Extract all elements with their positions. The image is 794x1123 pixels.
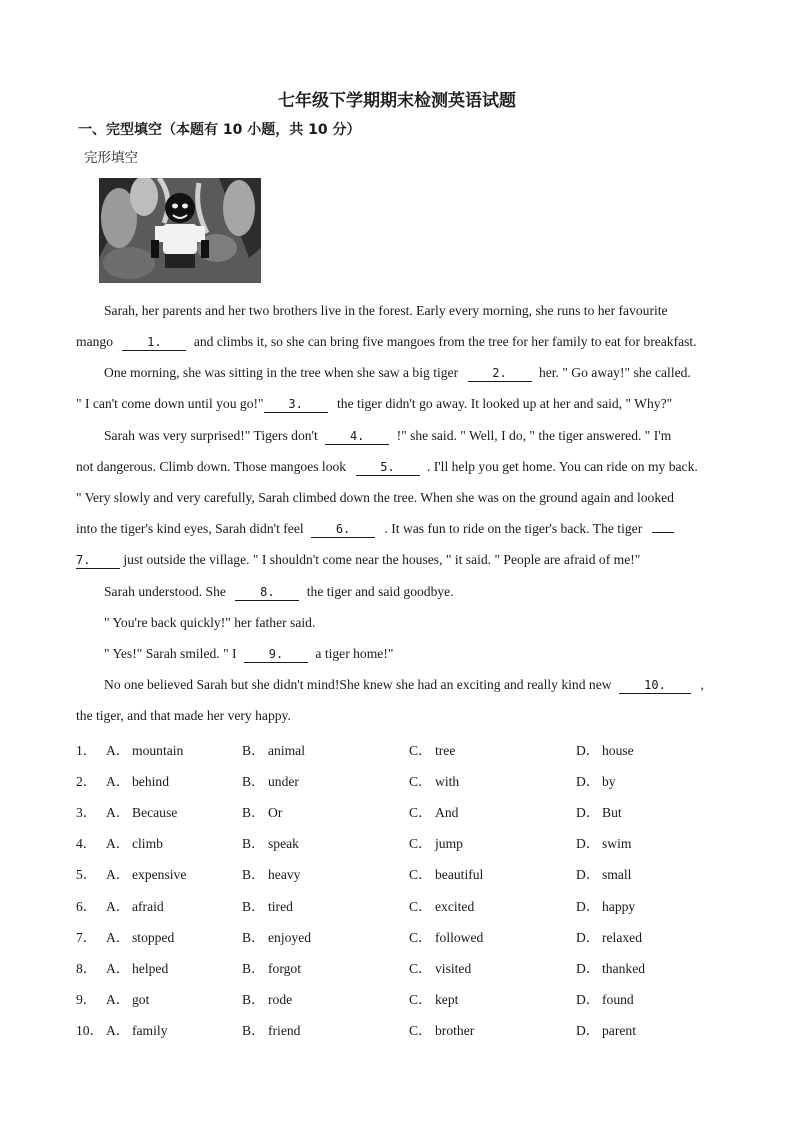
option-letter: C． bbox=[409, 899, 432, 914]
option-b bbox=[242, 770, 299, 790]
option-letter: A． bbox=[106, 992, 130, 1007]
option-text: climb bbox=[132, 836, 163, 851]
option-text: by bbox=[602, 774, 616, 789]
answer-blank: 2. bbox=[468, 366, 532, 382]
option-text: family bbox=[132, 1023, 168, 1038]
answer-blank: 9. bbox=[244, 647, 308, 663]
option-text: expensive bbox=[132, 867, 187, 882]
option-text: Or bbox=[268, 805, 283, 820]
option-letter: B． bbox=[242, 930, 265, 945]
answer-blank: 8. bbox=[235, 585, 299, 601]
option-text: parent bbox=[602, 1023, 636, 1038]
option-d bbox=[576, 801, 622, 821]
option-text: followed bbox=[435, 930, 484, 945]
option-letter: A． bbox=[106, 1023, 130, 1038]
option-d bbox=[576, 957, 645, 977]
question-number: 6． bbox=[76, 899, 97, 914]
option-text: animal bbox=[268, 743, 305, 758]
passage-line: the tiger, and that made her very happy. bbox=[76, 708, 291, 723]
option-a bbox=[76, 895, 164, 915]
option-text: Because bbox=[132, 805, 178, 820]
option-a bbox=[76, 863, 186, 883]
option-letter: A． bbox=[106, 836, 130, 851]
passage-line: One morning, she was sitting in the tree when she saw a big tiger 2. her. " Go away!" she called. bbox=[104, 365, 691, 380]
option-letter: C． bbox=[409, 867, 432, 882]
option-letter: B． bbox=[242, 899, 265, 914]
option-text: happy bbox=[602, 899, 636, 914]
option-text: behind bbox=[132, 774, 169, 789]
passage-line: Sarah was very surprised!" Tigers don't 4. !" she said. " Well, I do, " the tiger answered. " I'm bbox=[104, 428, 672, 443]
option-text: speak bbox=[268, 836, 299, 851]
option-letter: B． bbox=[242, 867, 265, 882]
question-number: 1． bbox=[76, 743, 97, 758]
option-a bbox=[76, 832, 163, 852]
option-c bbox=[409, 926, 483, 946]
option-letter: A． bbox=[106, 961, 130, 976]
option-text: forgot bbox=[268, 961, 301, 976]
question-number: 8． bbox=[76, 961, 97, 976]
option-text: thanked bbox=[602, 961, 646, 976]
passage-line: No one believed Sarah but she didn't mind!She knew she had an exciting and really kind new 10. , bbox=[104, 677, 704, 692]
option-letter: B． bbox=[242, 774, 265, 789]
option-letter: D． bbox=[576, 1023, 600, 1038]
question-number: 10． bbox=[76, 1023, 104, 1038]
option-letter: C． bbox=[409, 961, 432, 976]
answer-blank: 10. bbox=[619, 678, 691, 694]
option-b bbox=[242, 863, 300, 883]
option-text: stopped bbox=[132, 930, 175, 945]
option-letter: A． bbox=[106, 867, 130, 882]
option-text: afraid bbox=[132, 899, 164, 914]
question-number: 5． bbox=[76, 867, 97, 882]
passage-line: into the tiger's kind eyes, Sarah didn't feel 6. . It was fun to ride on the tiger's back. The tiger bbox=[76, 520, 674, 538]
option-text: enjoyed bbox=[268, 930, 312, 945]
option-letter: A． bbox=[106, 899, 130, 914]
option-letter: D． bbox=[576, 805, 600, 820]
passage-line: 7. just outside the village. " I shouldn't come near the houses, " it said. " People are afraid of me!" bbox=[76, 552, 641, 567]
option-d bbox=[576, 1019, 636, 1039]
option-d bbox=[576, 988, 634, 1008]
option-c bbox=[409, 895, 474, 915]
option-text: rode bbox=[268, 992, 293, 1007]
option-text: jump bbox=[435, 836, 463, 851]
option-letter: C． bbox=[409, 743, 432, 758]
option-a bbox=[76, 988, 149, 1008]
option-text: with bbox=[435, 774, 460, 789]
option-c bbox=[409, 739, 455, 759]
option-a bbox=[76, 801, 177, 821]
passage-line: Sarah understood. She 8. the tiger and said goodbye. bbox=[104, 584, 454, 599]
passage-line: " Very slowly and very carefully, Sarah climbed down the tree. When she was on the ground again and looked bbox=[76, 490, 674, 505]
option-text: small bbox=[602, 867, 632, 882]
option-a bbox=[76, 739, 183, 759]
option-b bbox=[242, 832, 299, 852]
option-letter: D． bbox=[576, 961, 600, 976]
option-letter: A． bbox=[106, 774, 130, 789]
option-letter: B． bbox=[242, 743, 265, 758]
question-number: 2． bbox=[76, 774, 97, 789]
subsection-heading: 完形填空 bbox=[84, 150, 138, 166]
option-text: house bbox=[602, 743, 634, 758]
option-d bbox=[576, 863, 631, 883]
option-text: swim bbox=[602, 836, 632, 851]
option-letter: D． bbox=[576, 992, 600, 1007]
option-text: helped bbox=[132, 961, 169, 976]
passage-line: not dangerous. Climb down. Those mangoes look 5. . I'll help you get home. You can ride on my back. bbox=[76, 459, 698, 474]
section-heading: 一、完型填空（本题有 10 小题，共 10 分） bbox=[78, 122, 361, 138]
option-letter: C． bbox=[409, 836, 432, 851]
option-letter: D． bbox=[576, 743, 600, 758]
option-c bbox=[409, 770, 459, 790]
option-c bbox=[409, 988, 458, 1008]
passage-line: Sarah, her parents and her two brothers live in the forest. Early every morning, she runs to her favourite bbox=[104, 303, 668, 318]
option-d bbox=[576, 895, 635, 915]
option-text: heavy bbox=[268, 867, 301, 882]
option-d bbox=[576, 739, 634, 759]
option-letter: A． bbox=[106, 930, 130, 945]
option-text: beautiful bbox=[435, 867, 484, 882]
option-d bbox=[576, 832, 631, 852]
answer-blank: 5. bbox=[356, 460, 420, 476]
option-a bbox=[76, 770, 169, 790]
option-b bbox=[242, 739, 305, 759]
passage-line: mango 1. and climbs it, so she can bring five mangoes from the tree for her family to eat for breakfast. bbox=[76, 334, 697, 349]
option-letter: D． bbox=[576, 836, 600, 851]
option-b bbox=[242, 957, 301, 977]
option-text: excited bbox=[435, 899, 475, 914]
option-letter: D． bbox=[576, 930, 600, 945]
question-number: 4． bbox=[76, 836, 97, 851]
option-text: friend bbox=[268, 1023, 301, 1038]
page-title: 七年级下学期期末检测英语试题 bbox=[278, 91, 516, 111]
option-letter: A． bbox=[106, 743, 130, 758]
option-letter: D． bbox=[576, 899, 600, 914]
option-d bbox=[576, 926, 642, 946]
illustration-child-in-jungle bbox=[99, 178, 261, 283]
answer-blank-start bbox=[652, 532, 674, 533]
option-d bbox=[576, 770, 616, 790]
question-number: 9． bbox=[76, 992, 97, 1007]
option-letter: C． bbox=[409, 1023, 432, 1038]
option-letter: C． bbox=[409, 930, 432, 945]
option-b bbox=[242, 801, 282, 821]
option-text: tired bbox=[268, 899, 293, 914]
option-letter: C． bbox=[409, 774, 432, 789]
option-letter: B． bbox=[242, 1023, 265, 1038]
answer-blank: 1. bbox=[122, 335, 186, 351]
option-letter: B． bbox=[242, 961, 265, 976]
option-letter: C． bbox=[409, 992, 432, 1007]
question-number: 7． bbox=[76, 930, 97, 945]
option-text: mountain bbox=[132, 743, 184, 758]
option-letter: C． bbox=[409, 805, 432, 820]
option-a bbox=[76, 926, 174, 946]
option-a bbox=[76, 1019, 168, 1039]
option-c bbox=[409, 1019, 474, 1039]
option-b bbox=[242, 926, 311, 946]
answer-blank: 4. bbox=[325, 429, 389, 445]
option-letter: D． bbox=[576, 867, 600, 882]
option-text: visited bbox=[435, 961, 472, 976]
option-text: brother bbox=[435, 1023, 475, 1038]
option-text: tree bbox=[435, 743, 456, 758]
option-letter: A． bbox=[106, 805, 130, 820]
option-text: kept bbox=[435, 992, 459, 1007]
option-text: under bbox=[268, 774, 299, 789]
option-letter: B． bbox=[242, 992, 265, 1007]
option-text: relaxed bbox=[602, 930, 642, 945]
option-b bbox=[242, 895, 293, 915]
option-text: But bbox=[602, 805, 622, 820]
option-b bbox=[242, 988, 292, 1008]
question-number: 3． bbox=[76, 805, 97, 820]
option-text: And bbox=[435, 805, 459, 820]
answer-blank: 3. bbox=[264, 397, 328, 413]
passage-line: " Yes!" Sarah smiled. " I 9. a tiger home!" bbox=[104, 646, 394, 661]
passage-line: " You're back quickly!" her father said. bbox=[104, 615, 316, 630]
option-letter: B． bbox=[242, 805, 265, 820]
option-a bbox=[76, 957, 168, 977]
option-c bbox=[409, 863, 483, 883]
option-text: found bbox=[602, 992, 634, 1007]
passage-line: " I can't come down until you go!" 3. the tiger didn't go away. It looked up at her and said, " Why?" bbox=[76, 396, 673, 411]
option-letter: D． bbox=[576, 774, 600, 789]
answer-blank: 6. bbox=[311, 522, 375, 538]
option-text: got bbox=[132, 992, 150, 1007]
answer-blank: 7. bbox=[76, 553, 120, 569]
option-b bbox=[242, 1019, 300, 1039]
option-c bbox=[409, 832, 463, 852]
option-letter: B． bbox=[242, 836, 265, 851]
option-c bbox=[409, 957, 471, 977]
option-c bbox=[409, 801, 458, 821]
